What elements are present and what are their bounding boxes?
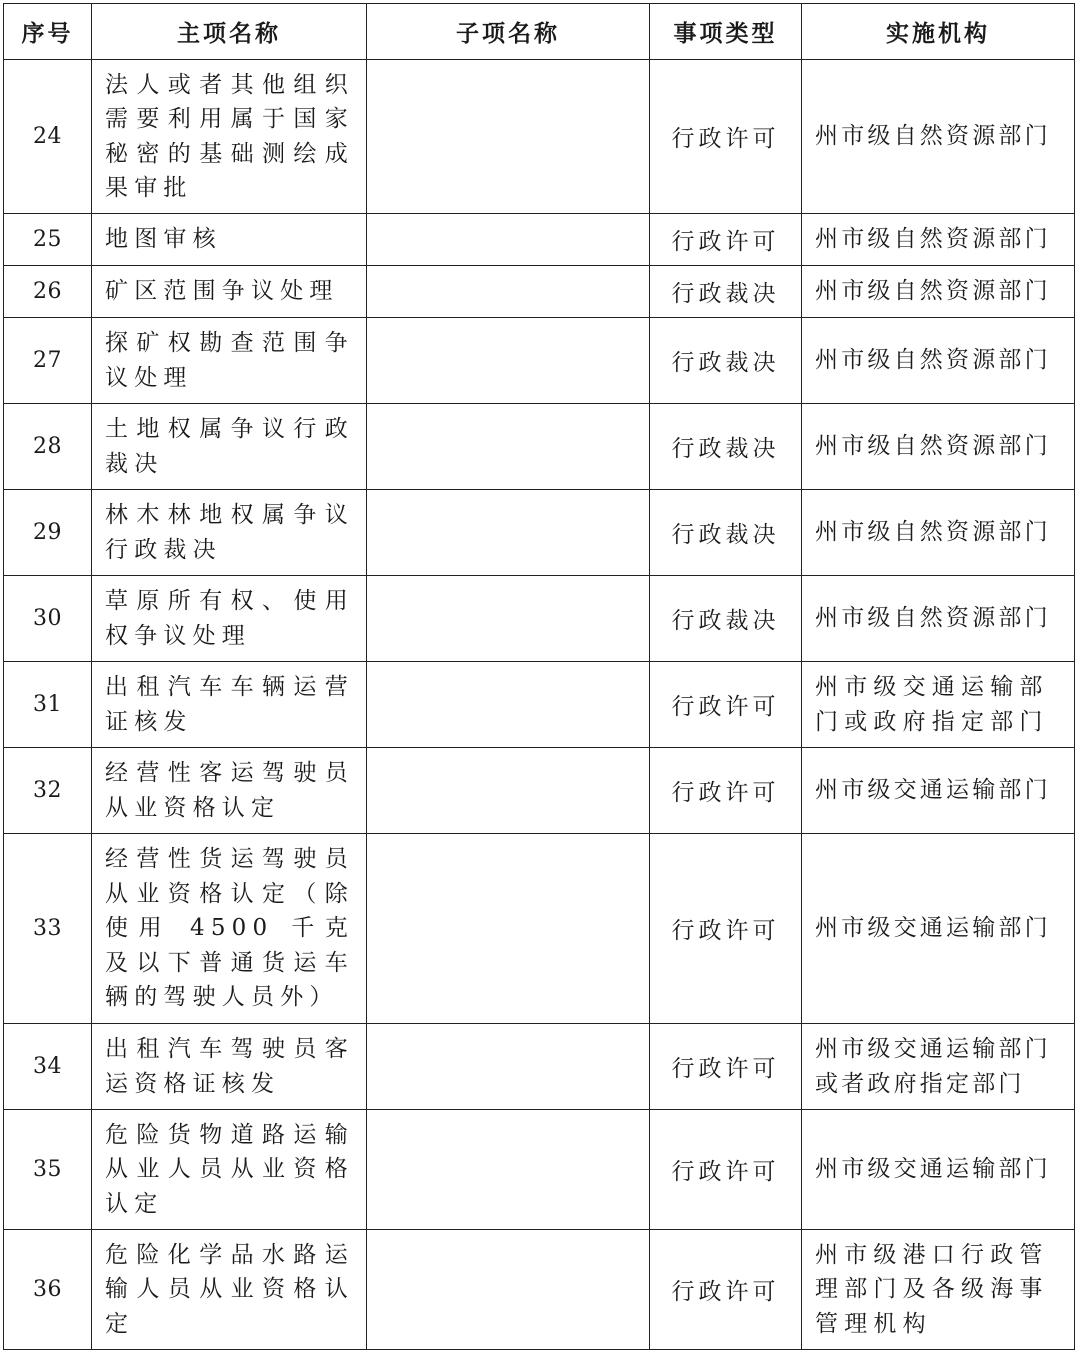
cell-seq: 26 (4, 266, 92, 318)
cell-org: 州市级交通运输部门或者政府指定部门 (802, 1024, 1075, 1110)
cell-type: 行政许可 (650, 1024, 802, 1110)
cell-type: 行政许可 (650, 1230, 802, 1350)
cell-org: 州市级自然资源部门 (802, 60, 1075, 214)
table-row (4, 748, 1075, 834)
cell-sub (367, 662, 650, 748)
cell-seq: 35 (4, 1110, 92, 1230)
cell-sub (367, 60, 650, 214)
cell-sub (367, 748, 650, 834)
cell-org: 州市级自然资源部门 (802, 266, 1075, 318)
cell-org: 州市级港口行政管理部门及各级海事管理机构 (802, 1230, 1075, 1350)
cell-main: 出租汽车驾驶员客运资格证核发 (92, 1024, 367, 1110)
cell-type: 行政裁决 (650, 318, 802, 404)
header-row (4, 4, 1075, 60)
cell-org: 州市级自然资源部门 (802, 404, 1075, 490)
cell-type: 行政许可 (650, 748, 802, 834)
cell-type: 行政许可 (650, 214, 802, 266)
table-row (4, 1024, 1075, 1110)
cell-main: 经营性客运驾驶员从业资格认定 (92, 748, 367, 834)
table-row (4, 60, 1075, 214)
cell-seq: 36 (4, 1230, 92, 1350)
cell-main: 探矿权勘查范围争议处理 (92, 318, 367, 404)
table-row (4, 214, 1075, 266)
cell-seq: 29 (4, 490, 92, 576)
header-main: 主项名称 (92, 4, 367, 60)
cell-seq: 28 (4, 404, 92, 490)
cell-sub (367, 214, 650, 266)
cell-seq: 33 (4, 834, 92, 1024)
cell-main: 林木林地权属争议行政裁决 (92, 490, 367, 576)
header-org: 实施机构 (802, 4, 1075, 60)
header-sub: 子项名称 (367, 4, 650, 60)
cell-type: 行政许可 (650, 1110, 802, 1230)
cell-seq: 25 (4, 214, 92, 266)
table-body (4, 60, 1075, 1350)
cell-seq: 24 (4, 60, 92, 214)
cell-type: 行政裁决 (650, 490, 802, 576)
cell-seq: 30 (4, 576, 92, 662)
cell-main: 地图审核 (92, 214, 367, 266)
cell-type: 行政许可 (650, 662, 802, 748)
admin-items-table (3, 3, 1075, 1350)
cell-org: 州市级交通运输部门 (802, 834, 1075, 1024)
cell-main: 危险货物道路运输从业人员从业资格认定 (92, 1110, 367, 1230)
cell-sub (367, 404, 650, 490)
table-header (4, 4, 1075, 60)
cell-type: 行政许可 (650, 834, 802, 1024)
cell-main: 矿区范围争议处理 (92, 266, 367, 318)
cell-sub (367, 1110, 650, 1230)
header-seq: 序号 (4, 4, 92, 60)
table-row (4, 490, 1075, 576)
cell-seq: 32 (4, 748, 92, 834)
cell-sub (367, 576, 650, 662)
cell-type: 行政许可 (650, 60, 802, 214)
cell-sub (367, 834, 650, 1024)
cell-main: 土地权属争议行政裁决 (92, 404, 367, 490)
cell-main: 草原所有权、使用权争议处理 (92, 576, 367, 662)
cell-sub (367, 1024, 650, 1110)
cell-main: 危险化学品水路运输人员从业资格认定 (92, 1230, 367, 1350)
cell-org: 州市级交通运输部门或政府指定部门 (802, 662, 1075, 748)
cell-seq: 31 (4, 662, 92, 748)
cell-main: 出租汽车车辆运营证核发 (92, 662, 367, 748)
table-row (4, 576, 1075, 662)
table-row (4, 834, 1075, 1024)
table-row (4, 662, 1075, 748)
document-table-container (3, 3, 1075, 1350)
header-type: 事项类型 (650, 4, 802, 60)
cell-org: 州市级自然资源部门 (802, 490, 1075, 576)
cell-org: 州市级自然资源部门 (802, 576, 1075, 662)
cell-org: 州市级交通运输部门 (802, 1110, 1075, 1230)
cell-sub (367, 1230, 650, 1350)
table-row (4, 1110, 1075, 1230)
cell-type: 行政裁决 (650, 404, 802, 490)
cell-seq: 27 (4, 318, 92, 404)
table-row (4, 318, 1075, 404)
table-row (4, 1230, 1075, 1350)
cell-main: 法人或者其他组织需要利用属于国家秘密的基础测绘成果审批 (92, 60, 367, 214)
table-row (4, 266, 1075, 318)
cell-org: 州市级交通运输部门 (802, 748, 1075, 834)
cell-sub (367, 266, 650, 318)
cell-main: 经营性货运驾驶员从业资格认定（除使用 4500 千克及以下普通货运车辆的驾驶人员外） (92, 834, 367, 1024)
cell-seq: 34 (4, 1024, 92, 1110)
cell-sub (367, 318, 650, 404)
cell-org: 州市级自然资源部门 (802, 214, 1075, 266)
cell-type: 行政裁决 (650, 576, 802, 662)
cell-type: 行政裁决 (650, 266, 802, 318)
table-row (4, 404, 1075, 490)
cell-sub (367, 490, 650, 576)
cell-org: 州市级自然资源部门 (802, 318, 1075, 404)
